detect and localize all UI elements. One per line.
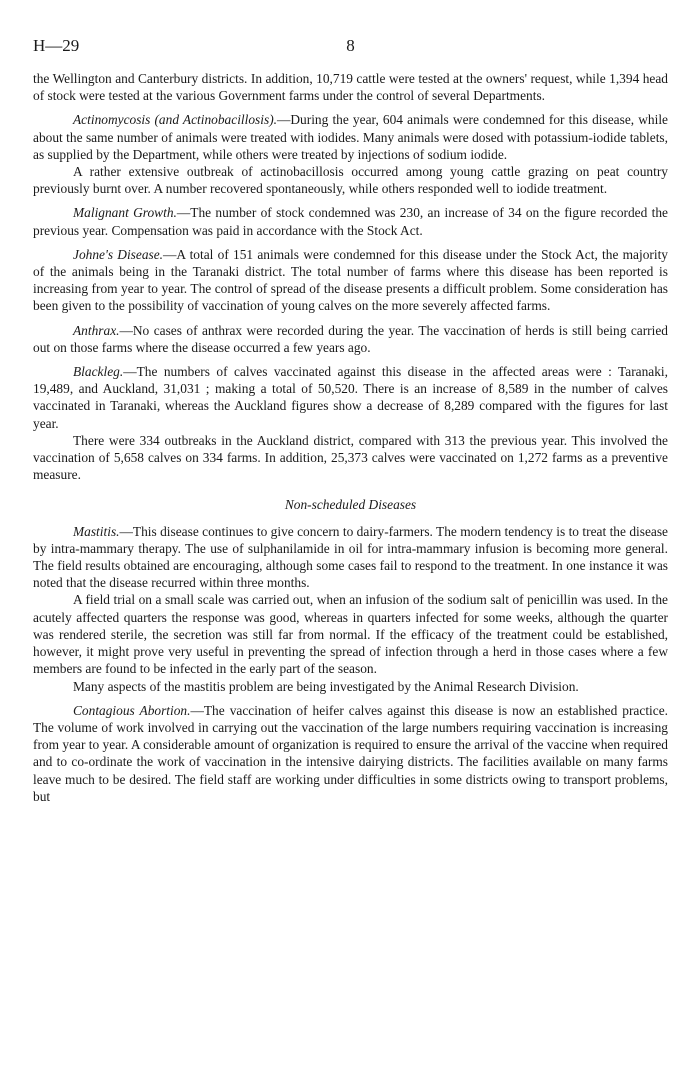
- paragraph-text: A field trial on a small scale was carried out, when an infusion of the sodium salt of penicillin was used. In the acutely affected quarters the response was good, whereas in quarters infected for some weeks, although the quarter was rendered sterile, the secretion was still far from normal. If the efficacy of the treatment could be established, however, it might prove very useful in preventing the spread of infection through a herd in those cases where a few members are found to be infected in the early part of the season.: [33, 592, 668, 677]
- paragraph: [33, 591, 668, 677]
- paragraph-title: Anthrax.: [73, 322, 120, 338]
- paragraph: [33, 322, 668, 356]
- paragraph-group-scheduled: [33, 70, 668, 483]
- paragraph-group-non-scheduled: [33, 523, 668, 805]
- paragraph: [33, 432, 668, 484]
- document-reference: H—29: [33, 36, 80, 55]
- paragraph-text: A rather extensive outbreak of actinobacillosis occurred among young cattle grazing on peat country previously burnt over. A number recovered spontaneously, while others responded well to iodide treatment.: [33, 164, 668, 197]
- paragraph-text: —The vaccination of heifer calves against this disease is now an established practice. The volume of work involved in carrying out the vaccination of the large numbers requiring vaccination is increasing from year to year. A considerable amount of organization is required to ensure the arrival of the vaccine when required and to co-ordinate the work of vaccination in the intensive dairying districts. The facilities available on many farms leave much to be desired. The field staff are working under difficulties in some districts owing to transport problems, but: [33, 702, 668, 804]
- paragraph: [33, 678, 668, 695]
- paragraph-title: Blackleg.: [73, 364, 124, 380]
- paragraph: [33, 163, 668, 197]
- paragraph: [33, 523, 668, 592]
- paragraph: [33, 111, 668, 163]
- page-number: 8: [346, 36, 355, 55]
- body-text: [33, 70, 668, 805]
- paragraph-title: Contagious Abortion.: [73, 702, 191, 718]
- section-heading: Non-scheduled Diseases: [284, 497, 417, 513]
- paragraph-title: Actinomycosis (and Actinobacillosis).: [73, 112, 277, 128]
- paragraph: [33, 70, 668, 104]
- paragraph-text: —During the year, 604 animals were condemned for this disease, while about the same number of animals were treated with iodides. Many animals were dosed with potassium-iodide tablets, as supplied by the Department, while others were treated by injections of sodium iodide.: [33, 112, 668, 162]
- paragraph-text: the Wellington and Canterbury districts. In addition, 10,719 cattle were tested at the owners' request, while 1,394 head of stock were tested at the various Government farms under the control of several Departments.: [33, 71, 668, 104]
- paragraph-text: —The numbers of calves vaccinated against this disease in the affected areas were : Taranaki, 19,489, and Auckland, 31,031 ; making a total of 50,520. There is an increase of 8,589 in the number of calves vaccinated in Taranaki, whereas the Auckland figures show a decrease of 8,289 compared with the figures for last year.: [33, 364, 668, 431]
- paragraph-text: —No cases of anthrax were recorded during the year. The vaccination of herds is still being carried out on those farms where the disease occurred a few years ago.: [33, 322, 668, 355]
- paragraph: [33, 702, 668, 805]
- paragraph-text: —A total of 151 animals were condemned for this disease under the Stock Act, the majority of the animals being in the Taranaki district. The total number of farms where this disease has been reported is increasing from year to year. The control of spread of the disease presents a difficult problem. Some consideration has been given to the possibility of vaccination of young calves on the more severely affected farms.: [33, 246, 668, 314]
- paragraph-text: There were 334 outbreaks in the Auckland district, compared with 313 the previous year. This involved the vaccination of 5,658 calves on 334 farms. In addition, 25,373 calves were vaccinated on 1,272 farms as a preventive measure.: [33, 432, 668, 483]
- paragraph-text: —This disease continues to give concern to dairy-farmers. The modern tendency is to treat the disease by intra-mammary therapy. The use of sulphanilamide in oil for intra-mammary infusion is becoming more general. The field results obtained are encouraging, although some cases fail to respond to the treatment. In one instance it was noted that the disease recurred within three months.: [33, 523, 668, 591]
- paragraph-title: Johne's Disease.: [73, 246, 164, 262]
- paragraph: [33, 204, 668, 238]
- paragraph-title: Mastitis.: [73, 523, 120, 539]
- paragraph: [33, 246, 668, 315]
- page-header: [33, 36, 668, 58]
- paragraph: [33, 363, 668, 432]
- paragraph-title: Malignant Growth.: [73, 205, 177, 221]
- paragraph-text: Many aspects of the mastitis problem are being investigated by the Animal Research Division.: [73, 678, 579, 694]
- paragraph-text: —The number of stock condemned was 230, an increase of 34 on the figure recorded the previous year. Compensation was paid in accordance with the Stock Act.: [33, 205, 668, 238]
